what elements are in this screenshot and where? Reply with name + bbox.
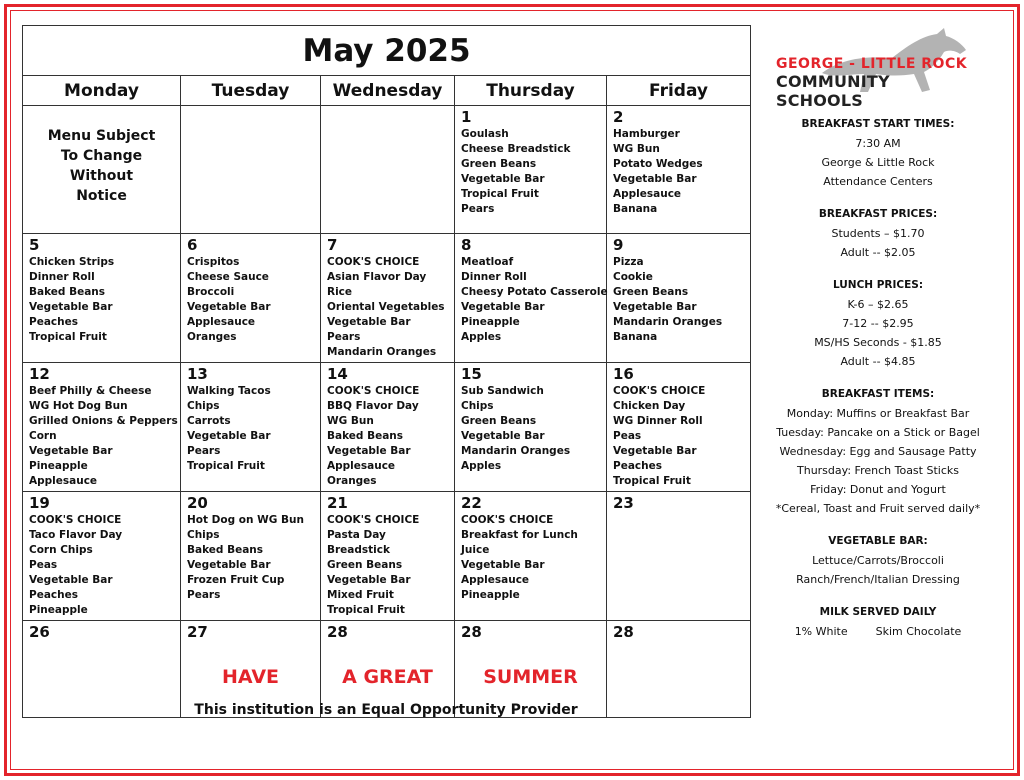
calendar-day-cell [181,234,321,363]
summer-message-word: A GREAT [342,666,433,688]
menu-item: Peas [29,559,58,571]
menu-item: Grilled Onions & Peppers [29,415,178,427]
breakfast-price-line: Adult -- $2.05 [840,246,916,259]
menu-item: Tropical Fruit [327,604,405,616]
calendar-day-cell [321,363,455,492]
calendar-week-row [23,492,751,621]
menu-item: Tropical Fruit [613,475,691,487]
logo-text-bottom: COMMUNITY SCHOOLS [776,72,890,110]
menu-item: Green Beans [461,158,537,170]
breakfast-times-heading: BREAKFAST START TIMES: [801,118,955,130]
calendar-day-cell [23,106,181,234]
menu-item-list [187,384,314,474]
menu-item: Apples [461,331,502,343]
day-number: 14 [327,365,348,383]
breakfast-times-line: Attendance Centers [823,175,933,188]
menu-item: Chicken Strips [29,256,115,268]
menu-item: Frozen Fruit Cup [187,574,285,586]
day-number: 12 [29,365,50,383]
weekday-header-thursday: Thursday [455,76,607,106]
menu-item: Green Beans [461,415,537,427]
menu-item: Meatloaf [461,256,514,268]
menu-item: Vegetable Bar [187,430,271,442]
menu-item: Vegetable Bar [613,173,697,185]
menu-item: Pears [327,331,361,343]
lunch-price-line: 7-12 -- $2.95 [842,317,914,330]
menu-item: Cheese Sauce [187,271,269,283]
menu-item: Breakfast for Lunch [461,529,578,541]
menu-item: Mixed Fruit [327,589,394,601]
breakfast-item-line: Monday: Muffins or Breakfast Bar [786,407,970,420]
day-number: 1 [461,108,472,126]
calendar-day-cell [23,492,181,621]
breakfast-item-line: Thursday: French Toast Sticks [797,464,959,477]
menu-item: WG Bun [327,415,374,427]
menu-item-list [461,513,600,603]
menu-item-list [187,513,314,603]
menu-item: Applesauce [327,460,396,472]
menu-item: Cookie [613,271,653,283]
menu-item: Potato Wedges [613,158,703,170]
menu-item: BBQ Flavor Day [327,400,419,412]
vegetable-bar-heading: VEGETABLE BAR: [828,535,928,547]
menu-item: COOK'S CHOICE [29,514,122,526]
menu-item: WG Hot Dog Bun [29,400,128,412]
menu-item: Green Beans [613,286,689,298]
calendar-day-cell [607,234,751,363]
menu-item-list [327,255,448,360]
menu-item: Green Beans [327,559,403,571]
breakfast-times-line: George & Little Rock [821,156,935,169]
menu-item: Applesauce [461,574,530,586]
menu-item: Baked Beans [29,286,106,298]
menu-item: Chips [461,400,494,412]
day-number: 20 [187,494,208,512]
menu-item: Vegetable Bar [613,445,697,457]
menu-item: Vegetable Bar [187,559,271,571]
menu-item: Mandarin Oranges [327,346,437,358]
menu-item: Peas [613,430,642,442]
milk-option: 1% White [794,625,848,638]
calendar-title: May 2025 [23,26,751,76]
menu-item: Vegetable Bar [461,301,545,313]
lunch-prices-heading: LUNCH PRICES: [832,279,924,291]
menu-item: COOK'S CHOICE [461,514,554,526]
menu-item: COOK'S CHOICE [327,385,420,397]
menu-item-list [327,384,448,489]
menu-item: Pears [187,589,221,601]
calendar-week-row [23,106,751,234]
vegetable-bar-line: Lettuce/Carrots/Broccoli [812,554,944,567]
menu-item: Rice [327,286,353,298]
day-number: 27 [187,623,208,641]
menu-item: COOK'S CHOICE [327,514,420,526]
day-number: 16 [613,365,634,383]
calendar-day-cell [321,234,455,363]
menu-item: Vegetable Bar [29,301,113,313]
lunch-price-line: Adult -- $4.85 [840,355,916,368]
menu-item: Vegetable Bar [327,574,411,586]
logo-text-top: GEORGE - LITTLE ROCK [776,56,968,72]
menu-item: Hamburger [613,128,680,140]
menu-notice-line: To Change [60,148,143,164]
menu-item-list [461,127,600,217]
equal-opportunity-footer: This institution is an Equal Opportunity Provider [194,702,578,718]
calendar-day-cell [607,492,751,621]
menu-item: Cheesy Potato Casserole [461,286,608,298]
breakfast-times-line: 7:30 AM [855,137,901,150]
weekday-header-tuesday: Tuesday [181,76,321,106]
menu-item: Vegetable Bar [29,574,113,586]
menu-item: Chips [187,400,220,412]
menu-item: Vegetable Bar [187,301,271,313]
summer-message-word: HAVE [222,666,279,688]
menu-item: COOK'S CHOICE [613,385,706,397]
menu-item: Mandarin Oranges [613,316,723,328]
weekday-header-monday: Monday [23,76,181,106]
menu-item: Applesauce [187,316,256,328]
day-number: 9 [613,236,624,254]
calendar-day-cell [23,363,181,492]
menu-item: Broccoli [187,286,235,298]
calendar-day-cell [455,492,607,621]
breakfast-item-line: *Cereal, Toast and Fruit served daily* [775,502,981,515]
breakfast-item-line: Tuesday: Pancake on a Stick or Bagel [776,426,980,439]
weekday-header-friday: Friday [607,76,751,106]
menu-item: Pasta Day [327,529,386,541]
calendar-day-cell [181,492,321,621]
menu-item: Crispitos [187,256,240,268]
menu-item: WG Dinner Roll [613,415,703,427]
menu-item: Tropical Fruit [461,188,539,200]
milk-heading: MILK SERVED DAILY [819,606,937,618]
calendar-day-cell [455,234,607,363]
day-number: 8 [461,236,472,254]
menu-item: Oranges [187,331,237,343]
day-number: 5 [29,236,40,254]
menu-item: Vegetable Bar [461,430,545,442]
menu-item: Goulash [461,128,509,140]
weekday-header-wednesday: Wednesday [321,76,455,106]
menu-item: Breadstick [327,544,390,556]
menu-item: Vegetable Bar [613,301,697,313]
menu-item: Peaches [29,589,78,601]
menu-item-list [29,384,178,489]
menu-item-list [187,255,314,345]
menu-item: Vegetable Bar [461,173,545,185]
menu-item: Tropical Fruit [29,331,107,343]
menu-item: Carrots [187,415,231,427]
menu-item: Tropical Fruit [187,460,265,472]
vegetable-bar-line: Ranch/French/Italian Dressing [796,573,960,586]
menu-item: Vegetable Bar [461,559,545,571]
menu-item: Pears [461,203,495,215]
menu-item-list [327,513,448,618]
menu-item: Asian Flavor Day [327,271,427,283]
day-number: 26 [29,623,50,641]
menu-item: Baked Beans [187,544,264,556]
menu-item: Applesauce [29,475,98,487]
menu-item: Peaches [29,316,78,328]
menu-item: Pineapple [29,460,88,472]
menu-item: Apples [461,460,502,472]
menu-item: Peaches [613,460,662,472]
menu-item: Beef Philly & Cheese [29,385,152,397]
menu-item: Pears [187,445,221,457]
menu-item-list [461,255,608,345]
menu-item: Juice [461,544,490,556]
calendar-day-cell [321,492,455,621]
day-number: 28 [613,623,634,641]
menu-item: Chicken Day [613,400,686,412]
menu-item: Sub Sandwich [461,385,544,397]
menu-item: Oriental Vegetables [327,301,445,313]
breakfast-items-heading: BREAKFAST ITEMS: [821,388,935,400]
menu-item: Vegetable Bar [327,316,411,328]
menu-item: Mandarin Oranges [461,445,571,457]
menu-notice-line: Notice [76,188,127,204]
day-number: 23 [613,494,634,512]
day-number: 15 [461,365,482,383]
menu-item: Cheese Breadstick [461,143,571,155]
menu-item-list [613,384,744,489]
calendar-day-cell [607,363,751,492]
summer-message-word: SUMMER [483,666,578,688]
calendar-day-cell [181,363,321,492]
menu-item: Pineapple [461,589,520,601]
day-number: 6 [187,236,198,254]
day-number: 19 [29,494,50,512]
menu-item: Vegetable Bar [327,445,411,457]
menu-notice-line: Without [69,168,134,184]
menu-item-list [613,127,744,217]
menu-item: WG Bun [613,143,660,155]
menu-item: Dinner Roll [29,271,95,283]
day-number: 2 [613,108,624,126]
menu-item: COOK'S CHOICE [327,256,420,268]
menu-item: Chips [187,529,220,541]
menu-calendar [22,25,751,718]
menu-item-list [29,255,174,345]
lunch-price-line: MS/HS Seconds - $1.85 [814,336,942,349]
day-number: 13 [187,365,208,383]
calendar-week-row [23,234,751,363]
menu-item: Walking Tacos [187,385,271,397]
menu-item: Applesauce [613,188,682,200]
menu-item-list [461,384,600,474]
menu-notice-line: Menu Subject [47,128,156,144]
day-number: 22 [461,494,482,512]
menu-item: Corn [29,430,57,442]
menu-item: Taco Flavor Day [29,529,123,541]
menu-item: Banana [613,203,658,215]
menu-item: Pineapple [29,604,88,616]
school-logo [772,28,982,110]
calendar-day-cell [321,106,455,234]
day-number: 28 [327,623,348,641]
breakfast-prices-heading: BREAKFAST PRICES: [818,208,938,220]
milk-option: Skim Chocolate [875,625,962,638]
day-number: 28 [461,623,482,641]
calendar-day-cell [455,106,607,234]
menu-item: Baked Beans [327,430,404,442]
menu-item: Oranges [327,475,377,487]
breakfast-item-line: Friday: Donut and Yogurt [810,483,946,496]
menu-item: Dinner Roll [461,271,527,283]
milk-options [762,622,994,641]
menu-item: Pineapple [461,316,520,328]
menu-item: Banana [613,331,658,343]
day-number: 7 [327,236,338,254]
menu-item: Pizza [613,256,644,268]
lunch-price-line: K-6 – $2.65 [847,298,909,311]
info-sidebar [762,115,994,641]
menu-notice [29,108,174,206]
calendar-day-cell [23,234,181,363]
day-number: 21 [327,494,348,512]
menu-item: Corn Chips [29,544,93,556]
calendar-day-cell [455,363,607,492]
menu-item-list [29,513,174,618]
menu-item: Vegetable Bar [29,445,113,457]
menu-item-list [613,255,744,345]
breakfast-item-line: Wednesday: Egg and Sausage Patty [779,445,977,458]
breakfast-price-line: Students – $1.70 [831,227,925,240]
calendar-week-row [23,363,751,492]
menu-item: Hot Dog on WG Bun [187,514,304,526]
calendar-day-cell [181,106,321,234]
calendar-day-cell [607,106,751,234]
